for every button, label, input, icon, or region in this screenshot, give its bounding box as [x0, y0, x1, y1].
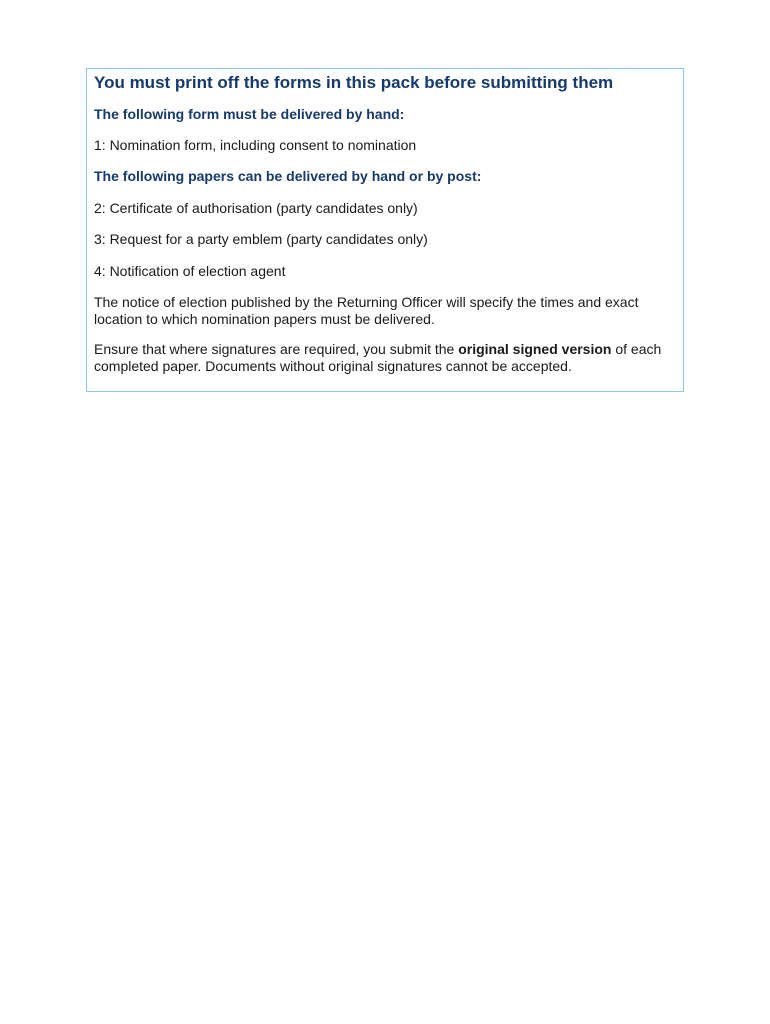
list-item-nomination-form: 1: Nomination form, including consent to nomination	[94, 137, 417, 153]
signature-note	[94, 341, 675, 374]
hand-delivery-heading: The following form must be delivered by hand:	[94, 106, 405, 122]
post-delivery-heading: The following papers can be delivered by hand or by post:	[94, 167, 482, 184]
notice-box	[86, 68, 684, 392]
signature-note-suffix: of each completed paper. Documents without original signatures cannot be accepted.	[94, 341, 662, 374]
list-item-party-emblem-request: 3: Request for a party emblem (party candidates only)	[94, 231, 428, 247]
list-item-certificate-of-authorisation: 2: Certificate of authorisation (party candidates only)	[94, 199, 418, 216]
signature-note-emphasis: original signed version	[458, 341, 612, 357]
signature-note-prefix: Ensure that where signatures are required, you submit the	[94, 341, 459, 357]
location-note: The notice of election published by the Returning Officer will specify the times and exact location to which nomination papers must be delivered.	[94, 294, 639, 327]
notice-title: You must print off the forms in this pack before submitting them	[94, 73, 614, 92]
list-item-election-agent-notification: 4: Notification of election agent	[94, 262, 286, 279]
